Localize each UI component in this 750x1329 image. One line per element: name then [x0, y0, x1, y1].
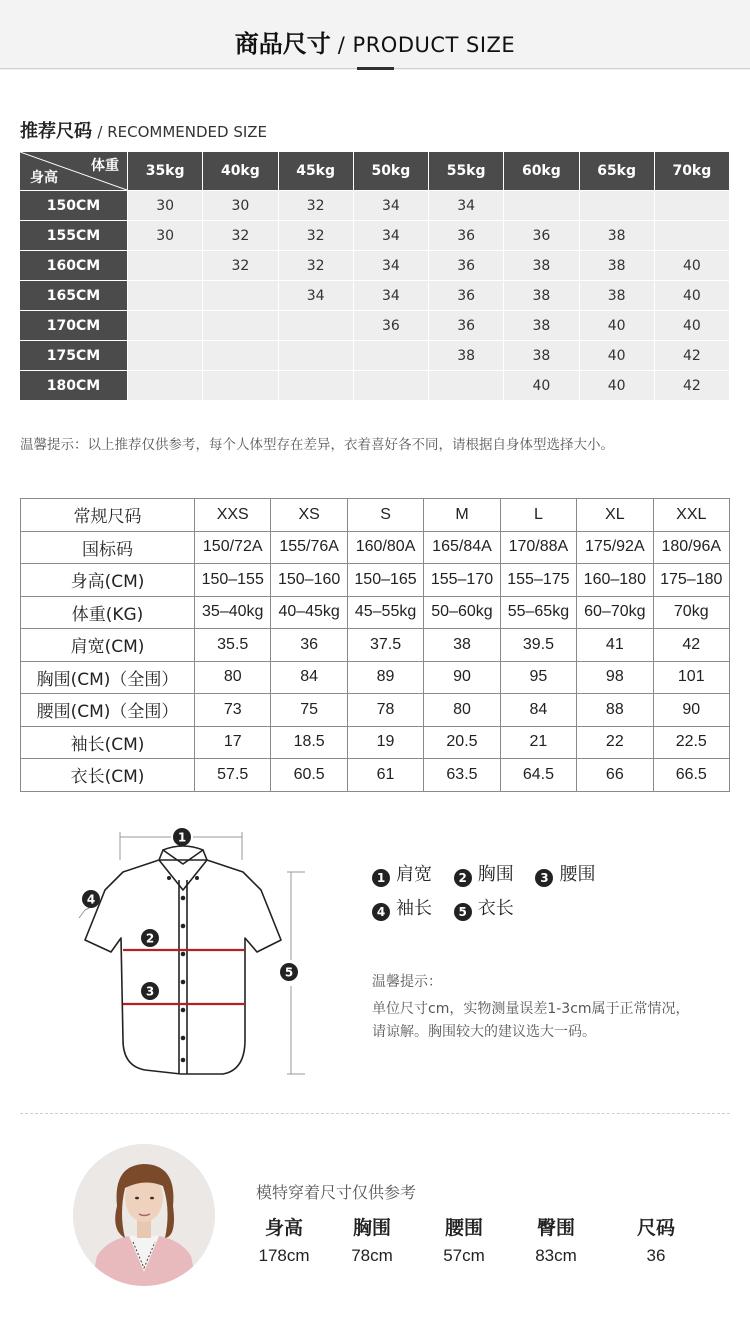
- size-spec-cell: 20.5: [424, 726, 500, 759]
- model-stat-chest: [332, 1213, 412, 1266]
- size-spec-cell: 35–40kg: [195, 596, 271, 629]
- size-spec-cell: 41: [577, 629, 653, 662]
- size-spec-row: [21, 726, 730, 759]
- model-stat-value: 178cm: [258, 1246, 310, 1265]
- page-title-cn: 商品尺寸: [234, 30, 331, 58]
- recommended-size-cell: 30: [128, 220, 203, 250]
- recommended-size-cell: [429, 370, 504, 400]
- model-caption: 模特穿着尺寸仅供参考: [256, 1183, 417, 1202]
- size-spec-cell: 95: [500, 661, 576, 694]
- legend-row: [372, 894, 611, 928]
- recommended-header-row: [20, 152, 730, 190]
- size-spec-label: 肩宽(CM): [21, 629, 195, 662]
- legend-label: 衣长: [477, 898, 514, 919]
- size-spec-row: [21, 499, 730, 532]
- recommended-size-cell: 32: [279, 190, 354, 220]
- recommended-title: [20, 117, 267, 143]
- legend-item-length: [454, 894, 514, 921]
- recommended-size-cell: [504, 190, 579, 220]
- recommended-size-cell: 40: [655, 280, 730, 310]
- size-spec-cell: 155–175: [500, 564, 576, 597]
- recommended-size-cell: [128, 250, 203, 280]
- recommended-row: [20, 340, 730, 370]
- diagram-legend: [372, 860, 611, 928]
- model-stat-label: 尺码: [636, 1217, 675, 1239]
- model-stat-value: 83cm: [535, 1246, 577, 1265]
- table-corner-cell: [20, 152, 128, 190]
- recommended-size-cell: 38: [580, 220, 655, 250]
- size-spec-cell: 40–45kg: [271, 596, 347, 629]
- diagram-marker-5: [280, 963, 298, 981]
- model-stat-label: 胸围: [352, 1217, 391, 1239]
- legend-label: 胸围: [477, 864, 514, 885]
- size-spec-cell: 165/84A: [424, 531, 500, 564]
- recommended-size-cell: 30: [203, 190, 278, 220]
- recommended-size-cell: 32: [203, 250, 278, 280]
- size-spec-cell: L: [500, 499, 576, 532]
- weight-header: 70kg: [655, 152, 730, 190]
- size-spec-cell: 64.5: [500, 759, 576, 792]
- size-spec-cell: 18.5: [271, 726, 347, 759]
- size-spec-cell: 35.5: [195, 629, 271, 662]
- recommended-row: [20, 280, 730, 310]
- size-spec-cell: 80: [424, 694, 500, 727]
- recommended-size-cell: [354, 340, 429, 370]
- size-spec-row: [21, 661, 730, 694]
- recommended-size-cell: 32: [279, 250, 354, 280]
- recommended-size-cell: [354, 370, 429, 400]
- size-spec-row: [21, 564, 730, 597]
- size-spec-cell: 38: [424, 629, 500, 662]
- size-spec-cell: 55–65kg: [500, 596, 576, 629]
- recommended-row: [20, 190, 730, 220]
- size-spec-cell: 160/80A: [347, 531, 423, 564]
- size-spec-row: [21, 531, 730, 564]
- size-spec-label: 常规尺码: [21, 499, 195, 532]
- recommended-size-cell: 34: [354, 250, 429, 280]
- weight-header: 65kg: [580, 152, 655, 190]
- size-spec-cell: 57.5: [195, 759, 271, 792]
- size-spec-cell: 36: [271, 629, 347, 662]
- size-spec-cell: 66: [577, 759, 653, 792]
- recommended-size-cell: 38: [580, 280, 655, 310]
- height-header: 180CM: [20, 370, 128, 400]
- recommended-size-cell: 36: [504, 220, 579, 250]
- legend-marker: 4: [372, 903, 390, 921]
- page-title-en: / PRODUCT SIZE: [337, 33, 516, 57]
- model-stat-label: 身高: [264, 1217, 303, 1239]
- height-header: 150CM: [20, 190, 128, 220]
- size-spec-cell: 63.5: [424, 759, 500, 792]
- size-spec-cell: 89: [347, 661, 423, 694]
- size-spec-cell: XL: [577, 499, 653, 532]
- size-spec-cell: 45–55kg: [347, 596, 423, 629]
- recommended-size-cell: [203, 310, 278, 340]
- size-spec-cell: 61: [347, 759, 423, 792]
- recommended-size-cell: 36: [429, 280, 504, 310]
- size-spec-cell: 50–60kg: [424, 596, 500, 629]
- size-spec-cell: M: [424, 499, 500, 532]
- recommended-size-cell: 38: [429, 340, 504, 370]
- size-spec-label: 袖长(CM): [21, 726, 195, 759]
- model-stat-value: 36: [646, 1246, 666, 1265]
- diagram-marker-3-label: 3: [145, 984, 155, 999]
- size-spec-cell: 60–70kg: [577, 596, 653, 629]
- recommended-size-cell: [279, 370, 354, 400]
- recommended-size-cell: [203, 280, 278, 310]
- recommended-size-cell: 38: [504, 250, 579, 280]
- legend-item-shoulder: [372, 860, 432, 887]
- warm-tip-title: 温馨提示：: [372, 974, 442, 990]
- diagram-marker-1-label: 1: [177, 830, 187, 845]
- size-spec-cell: 17: [195, 726, 271, 759]
- recommended-size-cell: 36: [429, 250, 504, 280]
- legend-row: [372, 860, 611, 894]
- height-header: 165CM: [20, 280, 128, 310]
- size-spec-cell: 37.5: [347, 629, 423, 662]
- recommended-size-cell: 40: [655, 250, 730, 280]
- size-spec-cell: XXS: [195, 499, 271, 532]
- recommended-size-cell: 38: [580, 250, 655, 280]
- corner-height-label: 身高: [30, 170, 58, 186]
- size-spec-cell: 22: [577, 726, 653, 759]
- diagram-marker-3: [141, 982, 159, 1000]
- size-spec-cell: 78: [347, 694, 423, 727]
- diagram-marker-4-label: 4: [86, 892, 96, 907]
- recommended-size-cell: 34: [354, 280, 429, 310]
- recommended-size-cell: [203, 370, 278, 400]
- size-spec-cell: 175–180: [653, 564, 729, 597]
- diagram-marker-2: [141, 929, 159, 947]
- size-spec-row: [21, 629, 730, 662]
- size-spec-cell: XS: [271, 499, 347, 532]
- size-spec-cell: 70kg: [653, 596, 729, 629]
- size-spec-cell: 84: [271, 661, 347, 694]
- size-spec-cell: 19: [347, 726, 423, 759]
- weight-header: 45kg: [279, 152, 354, 190]
- model-stat-waist: [424, 1213, 504, 1266]
- recommended-size-cell: 38: [504, 310, 579, 340]
- size-spec-cell: 101: [653, 661, 729, 694]
- recommended-size-cell: 42: [655, 370, 730, 400]
- recommended-size-cell: 36: [429, 310, 504, 340]
- recommended-title-cn: 推荐尺码: [20, 121, 92, 142]
- size-spec-cell: 21: [500, 726, 576, 759]
- size-spec-label: 国标码: [21, 531, 195, 564]
- size-spec-cell: 90: [653, 694, 729, 727]
- size-spec-cell: XXL: [653, 499, 729, 532]
- size-spec-cell: 175/92A: [577, 531, 653, 564]
- recommended-size-cell: 34: [429, 190, 504, 220]
- page-title: [0, 24, 750, 59]
- model-stat-height: [244, 1213, 324, 1266]
- recommended-size-cell: 40: [580, 310, 655, 340]
- size-spec-label: 身高(CM): [21, 564, 195, 597]
- legend-item-sleeve: [372, 894, 432, 921]
- corner-weight-label: 体重: [91, 158, 119, 174]
- size-spec-cell: 155/76A: [271, 531, 347, 564]
- recommended-row: [20, 250, 730, 280]
- size-spec-row: [21, 759, 730, 792]
- size-spec-cell: 22.5: [653, 726, 729, 759]
- size-spec-cell: 66.5: [653, 759, 729, 792]
- weight-header: 55kg: [429, 152, 504, 190]
- model-stat-hip: [516, 1213, 596, 1266]
- recommended-size-cell: 36: [429, 220, 504, 250]
- recommended-size-cell: [279, 310, 354, 340]
- legend-item-chest: [454, 860, 514, 887]
- recommended-size-cell: [580, 190, 655, 220]
- model-photo: [73, 1144, 215, 1286]
- header-accent-bar: [357, 67, 394, 70]
- legend-label: 肩宽: [396, 864, 432, 885]
- recommended-size-cell: 38: [504, 340, 579, 370]
- legend-marker: 1: [372, 869, 390, 887]
- recommended-size-cell: [128, 280, 203, 310]
- weight-header: 35kg: [128, 152, 203, 190]
- size-spec-cell: 155–170: [424, 564, 500, 597]
- size-spec-cell: 150–160: [271, 564, 347, 597]
- recommendation-tip: 温馨提示：以上推荐仅供参考，每个人体型存在差异，衣着喜好各不同，请根据自身体型选择大小。: [20, 437, 614, 453]
- size-spec-cell: 98: [577, 661, 653, 694]
- model-stat-label: 臀围: [536, 1217, 575, 1239]
- size-spec-cell: 60.5: [271, 759, 347, 792]
- legend-item-waist: [535, 860, 595, 887]
- dashed-divider: [20, 1113, 730, 1114]
- size-spec-label: 体重(KG): [21, 596, 195, 629]
- size-spec-cell: 150/72A: [195, 531, 271, 564]
- recommended-row: [20, 370, 730, 400]
- model-stat-value: 57cm: [443, 1246, 485, 1265]
- recommended-size-cell: 38: [504, 280, 579, 310]
- size-spec-label: 腰围(CM)（全围）: [21, 694, 195, 727]
- size-spec-cell: 180/96A: [653, 531, 729, 564]
- diagram-marker-4: [82, 890, 100, 908]
- recommended-size-cell: 32: [203, 220, 278, 250]
- recommended-title-en: / RECOMMENDED SIZE: [97, 123, 268, 141]
- recommended-size-cell: [279, 340, 354, 370]
- warm-tip-text: 单位尺寸cm，实物测量误差1-3cm属于正常情况，请谅解。胸围较大的建议选大一码。: [372, 1001, 690, 1040]
- weight-header: 60kg: [504, 152, 579, 190]
- size-spec-label: 衣长(CM): [21, 759, 195, 792]
- recommended-size-cell: 32: [279, 220, 354, 250]
- size-spec-cell: 42: [653, 629, 729, 662]
- model-stat-value: 78cm: [351, 1246, 393, 1265]
- recommended-size-table: [20, 152, 730, 400]
- model-stat-label: 腰围: [444, 1217, 483, 1239]
- legend-label: 袖长: [396, 898, 432, 919]
- weight-header: 50kg: [354, 152, 429, 190]
- recommended-size-cell: [203, 340, 278, 370]
- recommended-size-cell: [655, 190, 730, 220]
- recommended-row: [20, 220, 730, 250]
- size-spec-cell: 84: [500, 694, 576, 727]
- recommended-size-cell: 34: [279, 280, 354, 310]
- legend-label: 腰围: [559, 864, 596, 885]
- recommended-row: [20, 310, 730, 340]
- recommended-size-cell: 40: [655, 310, 730, 340]
- size-spec-cell: 150–165: [347, 564, 423, 597]
- recommended-size-cell: 40: [580, 340, 655, 370]
- model-illustration: [73, 1144, 215, 1286]
- diagram-marker-5-label: 5: [284, 965, 294, 980]
- size-spec-row: [21, 596, 730, 629]
- shirt-measurement-diagram: [75, 820, 305, 1080]
- height-header: 160CM: [20, 250, 128, 280]
- size-spec-row: [21, 694, 730, 727]
- model-stat-size: [616, 1213, 696, 1266]
- legend-marker: 5: [454, 903, 472, 921]
- diagram-marker-2-label: 2: [145, 931, 155, 946]
- size-spec-label: 胸围(CM)（全围）: [21, 661, 195, 694]
- recommended-size-cell: 30: [128, 190, 203, 220]
- height-header: 170CM: [20, 310, 128, 340]
- recommended-size-cell: [128, 310, 203, 340]
- size-spec-cell: 88: [577, 694, 653, 727]
- legend-marker: 2: [454, 869, 472, 887]
- size-spec-cell: 160–180: [577, 564, 653, 597]
- size-spec-cell: S: [347, 499, 423, 532]
- legend-marker: 3: [535, 869, 553, 887]
- size-spec-cell: 39.5: [500, 629, 576, 662]
- recommended-size-cell: 34: [354, 190, 429, 220]
- recommended-size-cell: 40: [580, 370, 655, 400]
- recommended-size-cell: [128, 340, 203, 370]
- recommended-size-cell: 42: [655, 340, 730, 370]
- recommended-size-cell: [655, 220, 730, 250]
- diagram-marker-1: [173, 828, 191, 846]
- size-spec-cell: 73: [195, 694, 271, 727]
- size-spec-table: [20, 498, 730, 792]
- size-spec-cell: 150–155: [195, 564, 271, 597]
- size-spec-cell: 170/88A: [500, 531, 576, 564]
- size-spec-cell: 90: [424, 661, 500, 694]
- weight-header: 40kg: [203, 152, 278, 190]
- recommended-size-cell: [128, 370, 203, 400]
- size-spec-cell: 75: [271, 694, 347, 727]
- recommended-size-cell: 34: [354, 220, 429, 250]
- height-header: 175CM: [20, 340, 128, 370]
- recommended-size-cell: 40: [504, 370, 579, 400]
- recommended-size-cell: 36: [354, 310, 429, 340]
- height-header: 155CM: [20, 220, 128, 250]
- size-spec-cell: 80: [195, 661, 271, 694]
